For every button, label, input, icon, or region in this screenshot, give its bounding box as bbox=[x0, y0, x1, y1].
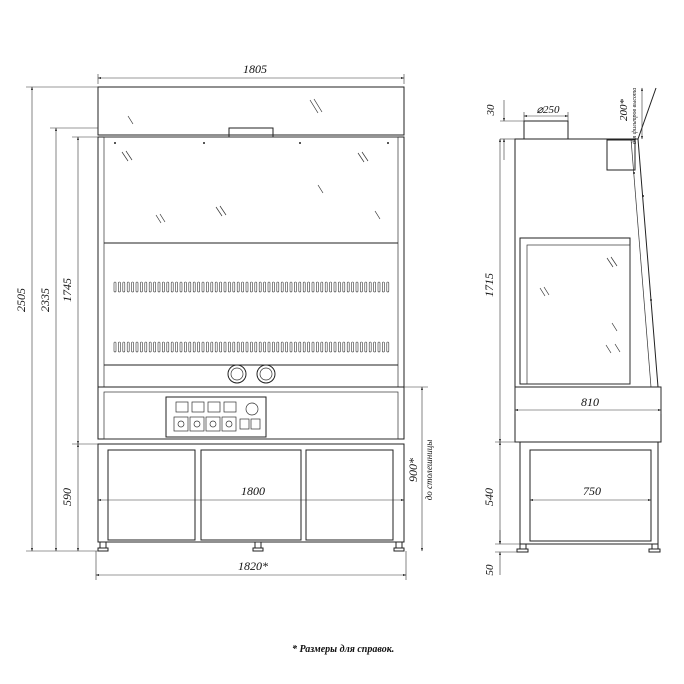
vent-slot bbox=[149, 342, 151, 352]
front-dimensions bbox=[14, 62, 434, 580]
vent-slot bbox=[356, 282, 358, 292]
vent-slot bbox=[184, 282, 186, 292]
footnote: * Размеры для справок. bbox=[292, 644, 395, 655]
vent-slot bbox=[255, 282, 257, 292]
vent-slot bbox=[211, 282, 213, 292]
vent-slot bbox=[387, 282, 389, 292]
vent-slot bbox=[171, 282, 173, 292]
dim-50: 50 bbox=[484, 564, 496, 576]
vent-slot bbox=[343, 342, 345, 352]
vent-slot bbox=[123, 282, 125, 292]
vent-slot bbox=[325, 342, 327, 352]
vent-slot bbox=[145, 282, 147, 292]
vent-slot bbox=[299, 282, 301, 292]
vent-slot bbox=[290, 282, 292, 292]
vent-slot bbox=[220, 282, 222, 292]
vent-slot bbox=[286, 342, 288, 352]
vent-slot bbox=[294, 282, 296, 292]
vent-slot bbox=[237, 282, 239, 292]
vent-slot bbox=[242, 342, 244, 352]
vent-slot bbox=[123, 342, 125, 352]
vent-slot bbox=[330, 282, 332, 292]
vent-slot bbox=[382, 282, 384, 292]
vent-slot bbox=[224, 342, 226, 352]
dim-200-label: для фильтров высота bbox=[632, 87, 638, 145]
vent-slot bbox=[118, 342, 120, 352]
vent-slot bbox=[250, 342, 252, 352]
vent-slot bbox=[167, 342, 169, 352]
dim-1820: 1820* bbox=[238, 559, 268, 573]
vent-slot bbox=[180, 282, 182, 292]
vent-slot bbox=[132, 342, 134, 352]
vent-slot bbox=[167, 282, 169, 292]
vent-slot bbox=[215, 342, 217, 352]
dim-540: 540 bbox=[482, 488, 496, 506]
dim-2505: 2505 bbox=[14, 288, 28, 312]
vent-slot bbox=[202, 342, 204, 352]
vent-slot bbox=[132, 282, 134, 292]
vent-slot bbox=[347, 282, 349, 292]
vent-slot bbox=[334, 342, 336, 352]
vent-slot bbox=[158, 282, 160, 292]
vent-slot bbox=[356, 342, 358, 352]
vent-slot bbox=[198, 342, 200, 352]
dim-900: 900* bbox=[406, 458, 420, 482]
vent-slot bbox=[352, 282, 354, 292]
vent-slot bbox=[343, 282, 345, 292]
vent-slot bbox=[206, 342, 208, 352]
vent-slot bbox=[378, 342, 380, 352]
dim-900-label: до столешницы bbox=[424, 439, 434, 501]
vent-slot bbox=[259, 342, 261, 352]
vent-slot bbox=[162, 282, 164, 292]
vent-slot bbox=[171, 342, 173, 352]
vent-slot bbox=[162, 342, 164, 352]
dim-1715: 1715 bbox=[482, 273, 496, 297]
vent-slot bbox=[365, 342, 367, 352]
vent-slot bbox=[237, 342, 239, 352]
vent-slot bbox=[220, 342, 222, 352]
vent-slot bbox=[246, 342, 248, 352]
vent-slot bbox=[193, 342, 195, 352]
vent-slot bbox=[202, 282, 204, 292]
dim-200: 200* bbox=[618, 99, 630, 121]
vent-slot bbox=[312, 342, 314, 352]
dim-810: 810 bbox=[581, 395, 599, 409]
vent-slot bbox=[136, 342, 138, 352]
vent-slot bbox=[246, 282, 248, 292]
vent-slot bbox=[338, 282, 340, 292]
vent-slot bbox=[303, 342, 305, 352]
vent-slot bbox=[145, 342, 147, 352]
vent-slot bbox=[352, 342, 354, 352]
vent-slot bbox=[211, 342, 213, 352]
front-stand-frame bbox=[98, 387, 404, 439]
vent-slot bbox=[316, 342, 318, 352]
side-duct bbox=[524, 121, 568, 139]
vent-slot bbox=[242, 282, 244, 292]
vent-slot bbox=[250, 282, 252, 292]
vent-slot bbox=[360, 342, 362, 352]
vent-slot bbox=[374, 342, 376, 352]
vent-slot bbox=[277, 342, 279, 352]
vent-slot bbox=[321, 342, 323, 352]
vent-slot bbox=[198, 282, 200, 292]
front-view bbox=[98, 87, 404, 551]
vent-slot bbox=[330, 342, 332, 352]
vent-slot bbox=[299, 342, 301, 352]
vent-slot bbox=[224, 282, 226, 292]
vent-slot bbox=[272, 282, 274, 292]
vent-slot bbox=[316, 282, 318, 292]
side-dimensions bbox=[482, 88, 661, 576]
glass-reflections bbox=[122, 151, 380, 223]
vent-slot bbox=[136, 282, 138, 292]
vent-slot bbox=[118, 282, 120, 292]
vent-slot bbox=[264, 342, 266, 352]
vent-slot bbox=[233, 282, 235, 292]
vent-slot bbox=[149, 282, 151, 292]
dim-1805: 1805 bbox=[243, 62, 267, 76]
vent-slot bbox=[189, 282, 191, 292]
dim-590: 590 bbox=[60, 488, 74, 506]
vent-slot bbox=[176, 282, 178, 292]
vent-slot bbox=[272, 342, 274, 352]
vent-slot bbox=[303, 282, 305, 292]
vent-slot bbox=[286, 282, 288, 292]
vent-slots-lower bbox=[114, 342, 389, 352]
side-body bbox=[515, 139, 658, 387]
vent-slot bbox=[215, 282, 217, 292]
vent-slot bbox=[290, 342, 292, 352]
vent-slot bbox=[325, 282, 327, 292]
vent-slot bbox=[334, 282, 336, 292]
vent-slot bbox=[193, 282, 195, 292]
vent-slot bbox=[347, 342, 349, 352]
vent-slot bbox=[158, 342, 160, 352]
vent-slot bbox=[268, 342, 270, 352]
vent-slot bbox=[114, 342, 116, 352]
vent-slot bbox=[228, 282, 230, 292]
vent-slot bbox=[277, 282, 279, 292]
front-duct-stub bbox=[229, 128, 273, 137]
vent-slot bbox=[378, 282, 380, 292]
vent-slot bbox=[321, 282, 323, 292]
vent-slot bbox=[184, 342, 186, 352]
vent-slot bbox=[140, 342, 142, 352]
dim-750: 750 bbox=[583, 484, 601, 498]
vent-slots-upper bbox=[114, 282, 389, 292]
vent-slot bbox=[312, 282, 314, 292]
vent-slot bbox=[176, 342, 178, 352]
vent-slot bbox=[387, 342, 389, 352]
dim-2335: 2335 bbox=[38, 288, 52, 312]
dim-1745: 1745 bbox=[60, 278, 74, 302]
dim-250: ⌀250 bbox=[536, 104, 560, 116]
vent-slot bbox=[268, 282, 270, 292]
vent-slot bbox=[281, 342, 283, 352]
side-filter-box bbox=[607, 140, 635, 170]
vent-slot bbox=[281, 282, 283, 292]
vent-slot bbox=[369, 342, 371, 352]
control-panel bbox=[166, 397, 266, 437]
vent-slot bbox=[369, 282, 371, 292]
vent-slot bbox=[140, 282, 142, 292]
vent-slot bbox=[294, 342, 296, 352]
vent-slot bbox=[206, 282, 208, 292]
vent-slot bbox=[308, 342, 310, 352]
vent-slot bbox=[189, 342, 191, 352]
cabinet-door-left bbox=[108, 450, 195, 540]
dim-30: 30 bbox=[485, 104, 497, 116]
vent-slot bbox=[382, 342, 384, 352]
vent-slot bbox=[374, 282, 376, 292]
side-view bbox=[515, 88, 661, 552]
vent-slot bbox=[228, 342, 230, 352]
vent-slot bbox=[338, 342, 340, 352]
vent-slot bbox=[360, 282, 362, 292]
vent-slot bbox=[264, 282, 266, 292]
side-sash bbox=[520, 238, 630, 384]
vent-slot bbox=[154, 342, 156, 352]
vent-slot bbox=[114, 282, 116, 292]
vent-slot bbox=[255, 342, 257, 352]
vent-slot bbox=[127, 342, 129, 352]
vent-slot bbox=[154, 282, 156, 292]
vent-slot bbox=[180, 342, 182, 352]
cabinet-door-right bbox=[306, 450, 393, 540]
vent-slot bbox=[233, 342, 235, 352]
dim-1800: 1800 bbox=[241, 484, 265, 498]
vent-slot bbox=[308, 282, 310, 292]
vent-slot bbox=[127, 282, 129, 292]
front-feet bbox=[98, 542, 404, 551]
vent-slot bbox=[365, 282, 367, 292]
vent-slot bbox=[259, 282, 261, 292]
